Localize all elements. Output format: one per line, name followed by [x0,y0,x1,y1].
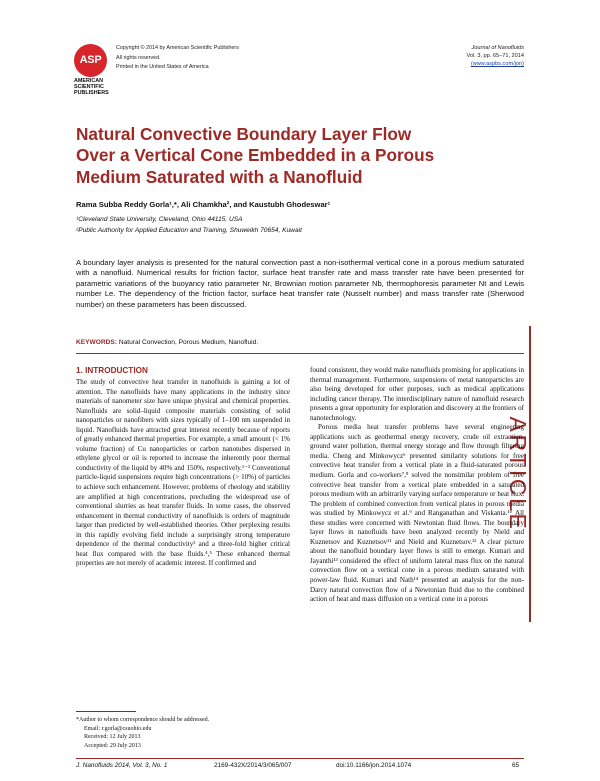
abstract-divider [76,353,524,354]
footer-divider [76,758,524,759]
publisher-logo: ASP [74,44,107,77]
logo-caption-line: SCIENTIFIC [74,84,104,90]
page-number: 65 [512,762,520,769]
footnote-line: *Author to whom correspondence should be addressed. [76,717,210,723]
title-line: Natural Convective Boundary Layer Flow [76,124,412,144]
copyright-line: Printed in the United States of America [116,64,209,70]
affiliation-1: ¹Cleveland State University, Cleveland, Ohio 44115, USA [76,216,243,223]
paragraph: Porous media heat transfer problems have several engineering applications such as geothermal energy recovery, crude oil extraction, ground water pollution, thermal energy storage and flow through filtering media. Cheng and Minkowycz⁶ presented similarity solutions for free convective heat transfer from a vertical plate in a fluid-saturated porous medium. Gorla and co-workers⁷,⁸ solved the nonsimilar problem of free convective heat transfer from a vertical plate embedded in a saturated porous medium with an arbitrarily varying surface temperature or heat flux. The problem of combined convection from vertical plates in porous media was studied by Minkowycz et al.⁹ and Ranganathan and Viskanta.¹⁰ All these studies were concerned with Newtonian fluid flows. The boundary layer flows in nanofluids have been analyzed recently by Nield and Kuznetsov and Kuznetsov¹¹ and Nield and Kuznetsov.¹² A clear picture about the nanofluid boundary layer flows is still to emerge. Kumari and Jayanthi¹³ considered the effect of uniform lateral mass flux on the natural convection flow on a vertical cone in a porous medium saturated with power-law fluid. Kumari and Nath¹⁴ presented an analysis for the non-Darcy natural convection flow of a Newtonian fluid due to the combined action of heat and mass diffusion on a vertical cone in a porous [310,423,524,604]
paragraph: The study of convective heat transfer in nanofluids is gaining a lot of attention. The nanofluids have many applications in the industry since materials of nanometer size have unique physical and chemical properties. Nanofluids are solid–liquid composite materials consisting of solid nanoparticles or nanofibers with sizes typically of 1–100 nm suspended in liquid. Nanofluids have attracted great interest recently because of reports of greatly enhanced thermal properties. For example, a small amount (< 1% volume fraction) of Cu nanoparticles or carbon nanotubes dispersed in ethylene glycol or oil is reported to increase the inherently poor thermal conductivity of the liquid by 40% and 150%, respectively.¹⁻³ Conventional particle-liquid suspensions require high concentrations (> 10%) of particles to achieve such enhancement. However, problems of rheology and stability are amplified at high concentrations, precluding the widespread use of conventional slurries as heat transfer fluids. In some cases, the observed enhancement in thermal conductivity of nanofluids is orders of magnitude larger than predicted by well-established theories. Other perplexing results in this rapidly evolving field include a surprisingly strong temperature dependence of the thermal conductivity³ and a three-fold higher critical heat flux compared with the base fluids.⁴,⁵ These enhanced thermal properties are not merely of academic interest. If confirmed and [76,378,290,568]
footnote-divider [76,711,136,712]
footer-doi: doi:10.1166/jon.2014.1074 [336,762,412,769]
body-column-right [310,366,524,605]
journal-info [466,44,524,69]
article-side-label: ARTICLE [505,416,531,532]
author-list: Rama Subba Reddy Gorla¹,*, Ali Chamkha², and Kaustubh Ghodeswar¹ [76,200,331,209]
keywords-label: KEYWORDS: [76,339,118,346]
paper-title [76,124,496,188]
copyright-line: Copyright © 2014 by American Scientific Publishers [116,45,239,51]
copyright-block [116,44,239,73]
footnote-line: Accepted: 29 July 2013 [84,742,141,749]
footer-journal: J. Nanofluids 2014, Vol. 3, No. 1 [76,762,168,769]
publisher-logo-caption [74,78,114,96]
journal-name: Journal of Nanofluids [471,45,524,51]
abstract: A boundary layer analysis is presented for the natural convection past a non-isothermal vertical cone in a porous medium saturated with a nanofluid. Numerical results for friction factor, surface heat transfer rate and mass transfer rate have been presented for parametric variations of the buoyancy ratio parameter Nr, Brownian motion parameter Nb, thermophoresis parameter Nt and Lewis number Le. The dependency of the friction factor, surface heat transfer rate (Nusselt number) and mass transfer rate (Sherwood number) on these parameters has been discussed. [76,258,524,309]
paragraph: found consistent, they would make nanofluids promising for applications in thermal management. Furthermore, suspensions of metal nanoparticles are also being developed for other purposes, such as medical applications including cancer therapy. The interdisciplinary nature of nanofluid research presents a great opportunity for exploration and discovery at the frontiers of nanotechnology. [310,366,524,422]
footer-issn: 2169-432X/2014/3/065/007 [214,762,292,769]
keywords [76,339,258,346]
keywords-text: Natural Convection, Porous Medium, Nanofluid. [118,339,259,346]
body-column-left [76,378,290,569]
journal-url-link[interactable]: (www.aspbs.com/jon) [470,61,524,68]
logo-caption-line: PUBLISHERS [74,90,109,96]
section-heading: 1. INTRODUCTION [76,366,148,375]
footnotes [76,716,209,750]
logo-caption-line: AMERICAN [74,78,104,84]
footnote-line: Received: 12 July 2013 [84,734,141,741]
copyright-line: All rights reserved. [116,54,161,61]
title-line: Medium Saturated with a Nanofluid [76,166,363,187]
footnote-email[interactable]: Email: r.gorla@csuohio.edu [84,725,152,732]
journal-volume: Vol. 3, pp. 65–71, 2014 [466,53,524,60]
affiliation-2: ²Public Authority for Applied Education and Training, Shuweikh 70654, Kuwait [76,227,302,234]
title-line: Over a Vertical Cone Embedded in a Porous [76,145,435,166]
